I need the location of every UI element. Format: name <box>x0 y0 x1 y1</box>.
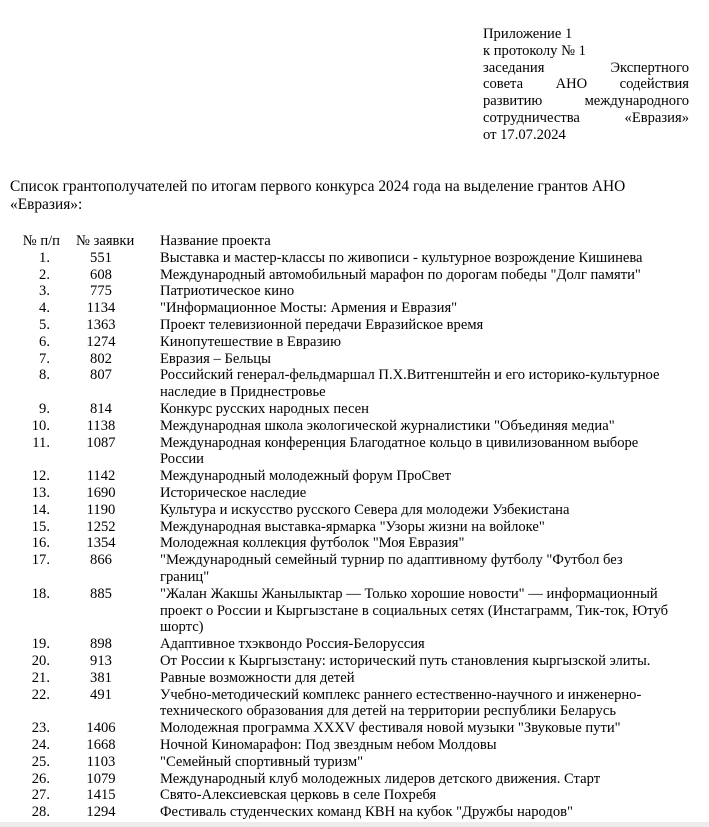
row-number: 6. <box>39 333 50 350</box>
table-row <box>0 250 709 267</box>
row-number: 26. <box>31 770 50 787</box>
row-number: 9. <box>39 400 50 417</box>
appendix-line-6: сотрудничества «Евразия» <box>483 109 689 126</box>
project-name: Евразия – Бельцы <box>160 350 271 367</box>
row-number: 2. <box>39 266 50 283</box>
row-number: 23. <box>31 720 50 737</box>
application-number: 551 <box>90 249 112 266</box>
table-row <box>0 435 709 469</box>
application-number: 1415 <box>86 787 116 804</box>
appendix-note <box>483 26 689 144</box>
table-row <box>0 351 709 368</box>
application-number: 1138 <box>86 417 116 434</box>
table-row <box>0 552 709 586</box>
table-row <box>0 418 709 435</box>
application-number: 1668 <box>86 736 116 753</box>
project-name: Международная выставка-ярмарка "Узоры жизни на войлоке" <box>160 518 545 535</box>
project-name: Равные возможности для детей <box>160 669 355 686</box>
row-number: 20. <box>31 652 50 669</box>
project-name: От России к Кыргызстану: исторический путь становления кыргызской элиты. <box>160 652 651 669</box>
header-project-name: Название проекта <box>160 233 271 249</box>
project-name: Ночной Киномарафон: Под звездным небом Молдовы <box>160 736 497 753</box>
table-row <box>0 283 709 300</box>
row-number: 12. <box>31 468 50 485</box>
appendix-line-4: совета АНО содействия <box>483 76 689 93</box>
table-row <box>0 519 709 536</box>
application-number: 1690 <box>86 484 116 501</box>
application-number: 1087 <box>86 434 116 451</box>
project-name: Учебно-методический комплекс раннего естественно-научного и инженерно-технического образования для детей на территории республики Беларусь <box>160 686 642 720</box>
row-number: 15. <box>31 518 50 535</box>
table-row <box>0 653 709 670</box>
row-number: 4. <box>39 300 50 317</box>
row-number: 27. <box>31 787 50 804</box>
row-number: 5. <box>39 316 50 333</box>
row-number: 21. <box>31 669 50 686</box>
table-row <box>0 367 709 401</box>
header-application: № заявки <box>76 233 135 249</box>
table-row <box>0 401 709 418</box>
project-name: Международная конференция Благодатное кольцо в цивилизованном выборе России <box>160 434 639 468</box>
row-number: 16. <box>31 535 50 552</box>
table-row <box>0 535 709 552</box>
row-number: 11. <box>32 434 50 451</box>
table-row <box>0 485 709 502</box>
project-name: Культура и искусство русского Севера для молодежи Узбекистана <box>160 501 570 518</box>
row-number: 19. <box>31 636 50 653</box>
project-name: Историческое наследие <box>160 484 307 501</box>
application-number: 802 <box>90 350 112 367</box>
table-row <box>0 754 709 771</box>
project-name: Свято-Алексиевская церковь в селе Похребя <box>160 787 437 804</box>
project-name: Молодежная коллекция футболок "Моя Евразия" <box>160 535 465 552</box>
application-number: 1142 <box>86 468 116 485</box>
table-row <box>0 771 709 788</box>
application-number: 1294 <box>86 804 116 821</box>
project-name: Международный молодежный форум ПроСвет <box>160 468 451 485</box>
application-number: 913 <box>90 652 112 669</box>
row-number: 13. <box>31 484 50 501</box>
table-row <box>0 317 709 334</box>
row-number: 22. <box>31 686 50 703</box>
appendix-date: от 17.07.2024 <box>483 126 566 143</box>
row-number: 24. <box>31 736 50 753</box>
list-intro-text: Список грантополучателей по итогам первого конкурса 2024 года на выделение грантов АНО «Евразия»: <box>10 178 626 213</box>
protocol-reference: к протоколу № 1 <box>483 42 586 59</box>
project-name: Молодежная программа XXXV фестиваля новой музыки "Звуковые пути" <box>160 720 621 737</box>
row-number: 1. <box>39 249 50 266</box>
project-name: "Информационное Мосты: Армения и Евразия" <box>160 300 458 317</box>
application-number: 1252 <box>86 518 116 535</box>
table-row <box>0 334 709 351</box>
table-header <box>0 233 709 250</box>
application-number: 1354 <box>86 535 116 552</box>
application-number: 1134 <box>86 300 116 317</box>
row-number: 10. <box>31 417 50 434</box>
project-name: Конкурс русских народных песен <box>160 400 369 417</box>
appendix-title: Приложение 1 <box>483 26 573 42</box>
project-name: Патриотическое кино <box>160 283 295 300</box>
project-name: Международный автомобильный марафон по дорогам победы "Долг памяти" <box>160 266 641 283</box>
table-row <box>0 502 709 519</box>
project-name: Международная школа экологической журналистики "Объединяя медиа" <box>160 417 615 434</box>
row-number: 8. <box>39 367 50 384</box>
row-number: 3. <box>39 283 50 300</box>
application-number: 1406 <box>86 720 116 737</box>
table-row <box>0 267 709 284</box>
application-number: 775 <box>90 283 112 300</box>
row-number: 18. <box>31 585 50 602</box>
row-number: 7. <box>39 350 50 367</box>
table-row <box>0 804 709 821</box>
application-number: 1079 <box>86 770 116 787</box>
application-number: 1363 <box>86 316 116 333</box>
application-number: 898 <box>90 636 112 653</box>
project-name: "Международный семейный турнир по адаптивному футболу "Футбол без границ" <box>160 552 623 585</box>
row-number: 17. <box>31 552 50 569</box>
table-row <box>0 636 709 653</box>
table-row <box>0 670 709 687</box>
project-name: Адаптивное тхэквондо Россия-Белоруссия <box>160 636 425 653</box>
application-number: 608 <box>90 266 112 283</box>
project-name: Международный клуб молодежных лидеров детского движения. Старт <box>160 770 601 787</box>
project-name: "Семейный спортивный туризм" <box>160 753 364 770</box>
project-name: Фестиваль студенческих команд КВН на кубок "Дружбы народов" <box>160 804 574 821</box>
row-number: 14. <box>31 501 50 518</box>
application-number: 814 <box>90 400 112 417</box>
application-number: 1274 <box>86 333 116 350</box>
project-name: "Жалан Жакшы Жанылыктар — Только хорошие новости" — информационный проект о России и Кыргызстане в социальных сетях (Инстаграмм, Тик-ток, Ютуб шортс) <box>160 585 669 636</box>
application-number: 1190 <box>86 501 116 518</box>
grantees-table <box>0 233 709 821</box>
project-name: Кинопутешествие в Евразию <box>160 333 341 350</box>
application-number: 491 <box>90 686 112 703</box>
table-row <box>0 586 709 636</box>
appendix-line-5: развитию международного <box>483 93 689 110</box>
table-row <box>0 687 709 721</box>
application-number: 885 <box>90 585 112 602</box>
header-number: № п/п <box>22 233 60 249</box>
project-name: Выставка и мастер-классы по живописи - культурное возрождение Кишинева <box>160 249 643 266</box>
project-name: Российский генерал-фельдмаршал П.Х.Витгенштейн и его историко-культурное наследие в Приднестровье <box>160 367 660 401</box>
table-body <box>0 250 709 821</box>
appendix-line-3: заседания Экспертного <box>483 59 689 76</box>
table-row <box>0 720 709 737</box>
row-number: 28. <box>31 804 50 821</box>
application-number: 866 <box>90 552 112 569</box>
table-row <box>0 468 709 485</box>
application-number: 807 <box>90 367 112 384</box>
application-number: 1103 <box>86 753 116 770</box>
page-bottom-edge <box>0 822 709 827</box>
table-row <box>0 300 709 317</box>
table-row <box>0 787 709 804</box>
project-name: Проект телевизионной передачи Евразийское время <box>160 316 484 333</box>
row-number: 25. <box>31 753 50 770</box>
application-number: 381 <box>90 669 112 686</box>
table-row <box>0 737 709 754</box>
